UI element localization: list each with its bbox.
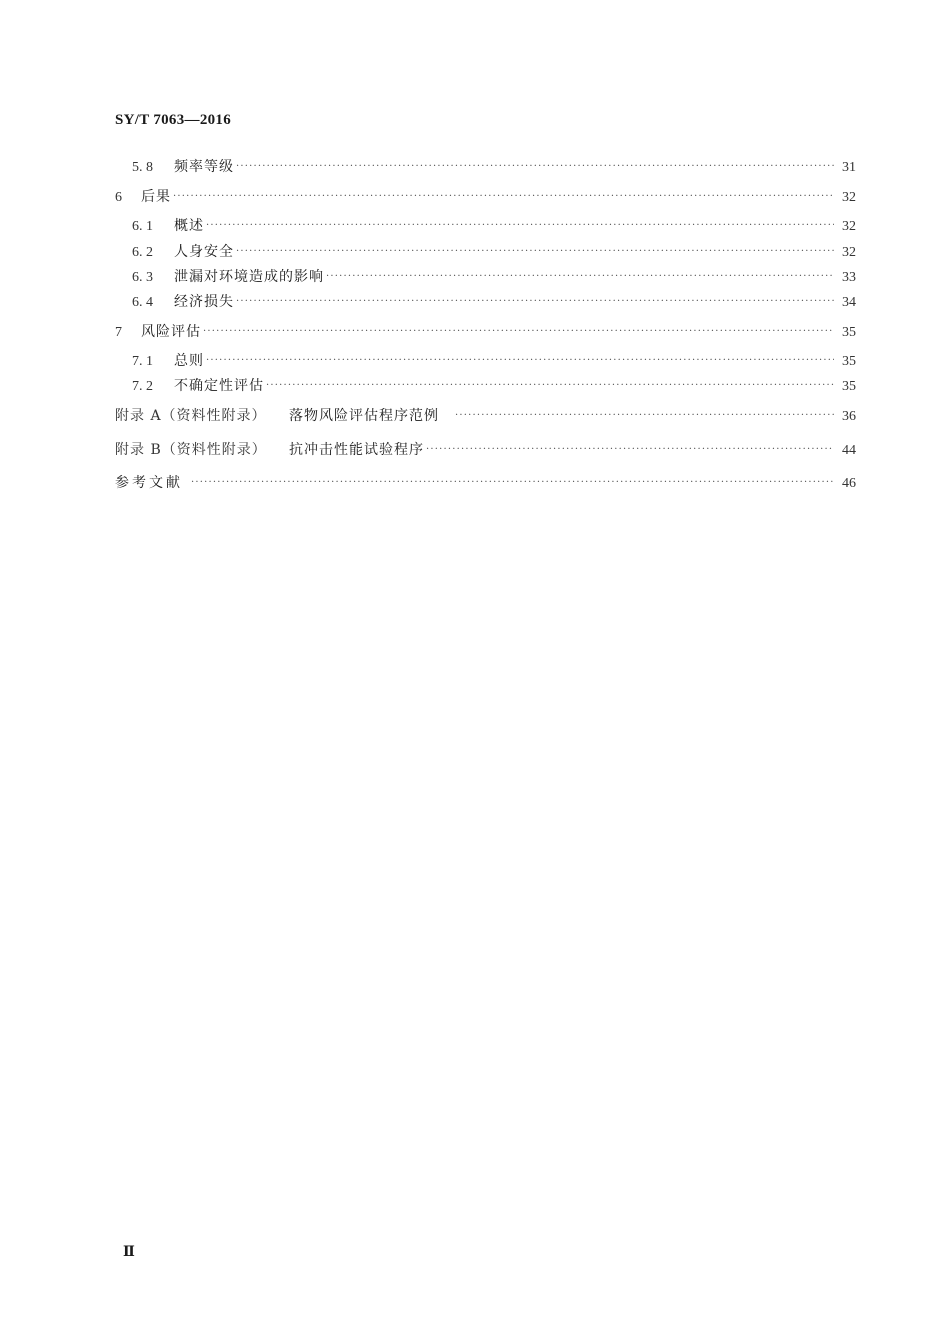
toc-entry-6[interactable] [0,186,950,208]
toc-entry-title: 后果 [141,189,171,205]
toc-entry-number: 7. 1 [132,354,153,369]
toc-leader-dots [236,241,834,263]
toc-entry-page: 44 [842,443,856,458]
toc-leader-dots [203,321,834,343]
toc-leader-dots [173,186,834,208]
toc-leader-dots [426,439,834,461]
toc-entry-page: 32 [842,245,856,260]
toc-entry-page: 32 [842,190,856,205]
toc-entry-number: 6. 1 [132,219,153,234]
toc-entry-references[interactable] [0,472,950,494]
toc-entry-title: 频率等级 [174,159,234,175]
toc-entry-number: 6 [115,190,122,205]
toc-entry-number: 附录 A（资料性附录） [115,408,267,424]
toc-entry-page: 31 [842,160,856,175]
toc-entry-6-4[interactable] [0,291,950,313]
toc-entry-page: 33 [842,270,856,285]
toc-entry-title: 人身安全 [174,244,234,260]
toc-entry-6-1[interactable] [0,215,950,237]
toc-entry-title: 概述 [174,218,204,234]
toc-entry-page: 32 [842,219,856,234]
toc-entry-number: 7 [115,325,122,340]
toc-entry-title: 风险评估 [141,324,201,340]
toc-entry-7-1[interactable] [0,350,950,372]
toc-entry-title: 不确定性评估 [174,378,264,394]
toc-entry-appendix-a[interactable] [0,405,950,427]
toc-entry-page: 34 [842,295,856,310]
toc-entry-title: 抗冲击性能试验程序 [289,442,424,458]
toc-entry-title: 经济损失 [174,294,234,310]
toc-entry-number: 5. 8 [132,160,153,175]
toc-leader-dots [455,405,834,427]
toc-entry-title: 参考文献 [115,475,183,491]
toc-entry-6-2[interactable] [0,241,950,263]
toc-entry-7-2[interactable] [0,375,950,397]
toc-leader-dots [236,156,834,178]
toc-entry-7[interactable] [0,321,950,343]
toc-entry-page: 46 [842,476,856,491]
toc-entry-page: 35 [842,354,856,369]
toc-entry-title: 落物风险评估程序范例 [289,408,439,424]
page-number-footer: Ⅱ [123,1245,135,1260]
toc-entry-number: 6. 3 [132,270,153,285]
toc-entry-appendix-b[interactable] [0,439,950,461]
toc-leader-dots [191,472,834,494]
toc-entry-6-3[interactable] [0,266,950,288]
toc-entry-page: 35 [842,325,856,340]
toc-entry-title: 泄漏对环境造成的影响 [174,269,324,285]
toc-entry-number: 7. 2 [132,379,153,394]
toc-entry-page: 35 [842,379,856,394]
toc-leader-dots [266,375,834,397]
toc-entry-number: 附录 B（资料性附录） [115,442,267,458]
standard-code-header: SY/T 7063—2016 [115,112,232,128]
toc-entry-page: 36 [842,409,856,424]
toc-leader-dots [206,215,834,237]
toc-leader-dots [206,350,834,372]
toc-entry-number: 6. 4 [132,295,153,310]
toc-leader-dots [236,291,834,313]
toc-entry-title: 总则 [174,353,204,369]
toc-entry-5-8[interactable] [0,156,950,178]
toc-leader-dots [326,266,834,288]
toc-entry-number: 6. 2 [132,245,153,260]
